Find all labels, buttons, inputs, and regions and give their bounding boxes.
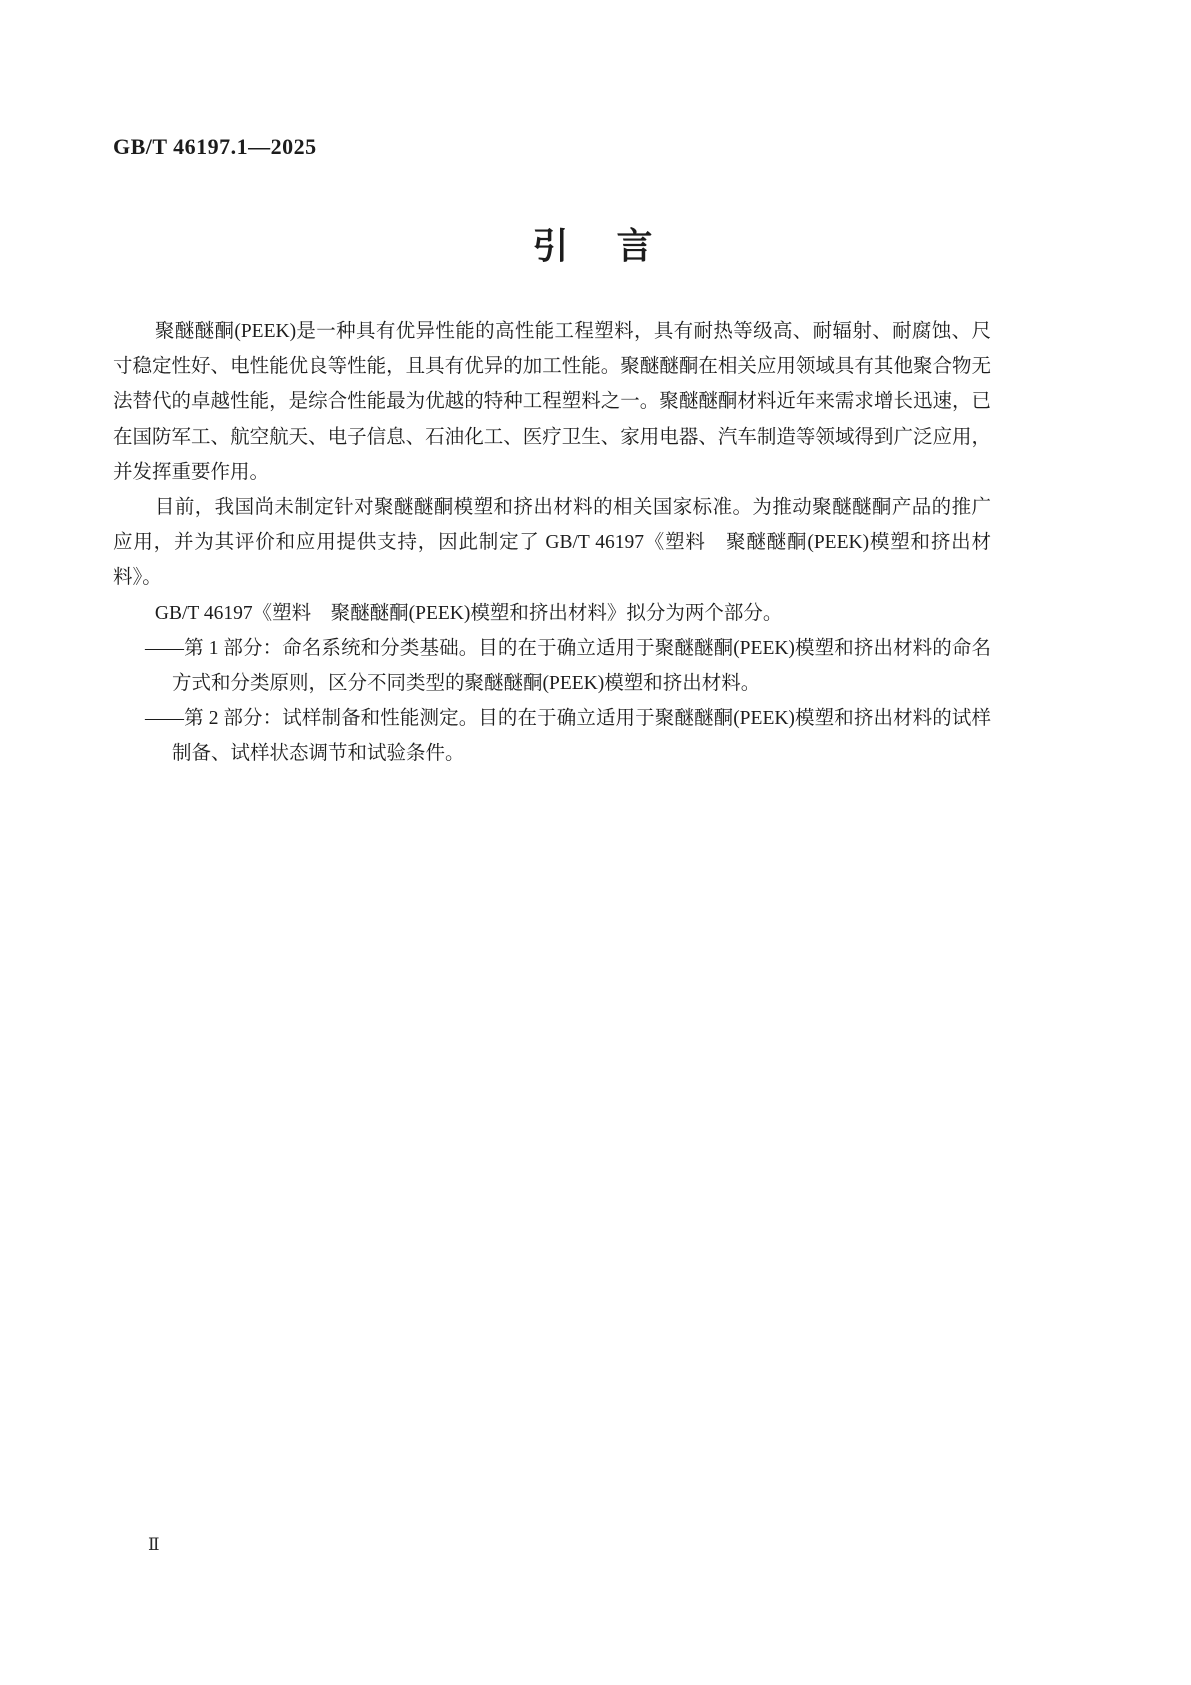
list-item-part-1: ——第 1 部分：命名系统和分类基础。目的在于确立适用于聚醚醚酮(PEEK)模塑和挤出材料的命名方式和分类原则，区分不同类型的聚醚醚酮(PEEK)模塑和挤出材料。 — [145, 637, 991, 695]
page-number: Ⅱ — [148, 1535, 160, 1554]
intro-paragraph-2: 目前，我国尚未制定针对聚醚醚酮模塑和挤出材料的相关国家标准。为推动聚醚醚酮产品的推广应用，并为其评价和应用提供支持，因此制定了 GB/T 46197《塑料 聚醚醚酮(PEEK)模塑和挤出材料》。 — [113, 497, 991, 589]
intro-paragraph-1: 聚醚醚酮(PEEK)是一种具有优异性能的高性能工程塑料，具有耐热等级高、耐辐射、耐腐蚀、尺寸稳定性好、电性能优良等性能，且具有优异的加工性能。聚醚醚酮在相关应用领域具有其他聚合物无法替代的卓越性能，是综合性能最为优越的特种工程塑料之一。聚醚醚酮材料近年来需求增长迅速，已在国防军工、航空航天、电子信息、石油化工、医疗卫生、家用电器、汽车制造等领域得到广泛应用，并发挥重要作用。 — [113, 321, 991, 483]
document-body — [113, 314, 991, 772]
standard-doc-number: GB/T 46197.1—2025 — [113, 134, 317, 159]
intro-paragraph-3: GB/T 46197《塑料 聚醚醚酮(PEEK)模塑和挤出材料》拟分为两个部分。 — [154, 602, 783, 624]
page-title: 引 言 — [532, 225, 659, 266]
list-item-part-2: ——第 2 部分：试样制备和性能测定。目的在于确立适用于聚醚醚酮(PEEK)模塑和挤出材料的试样制备、试样状态调节和试验条件。 — [145, 708, 991, 765]
